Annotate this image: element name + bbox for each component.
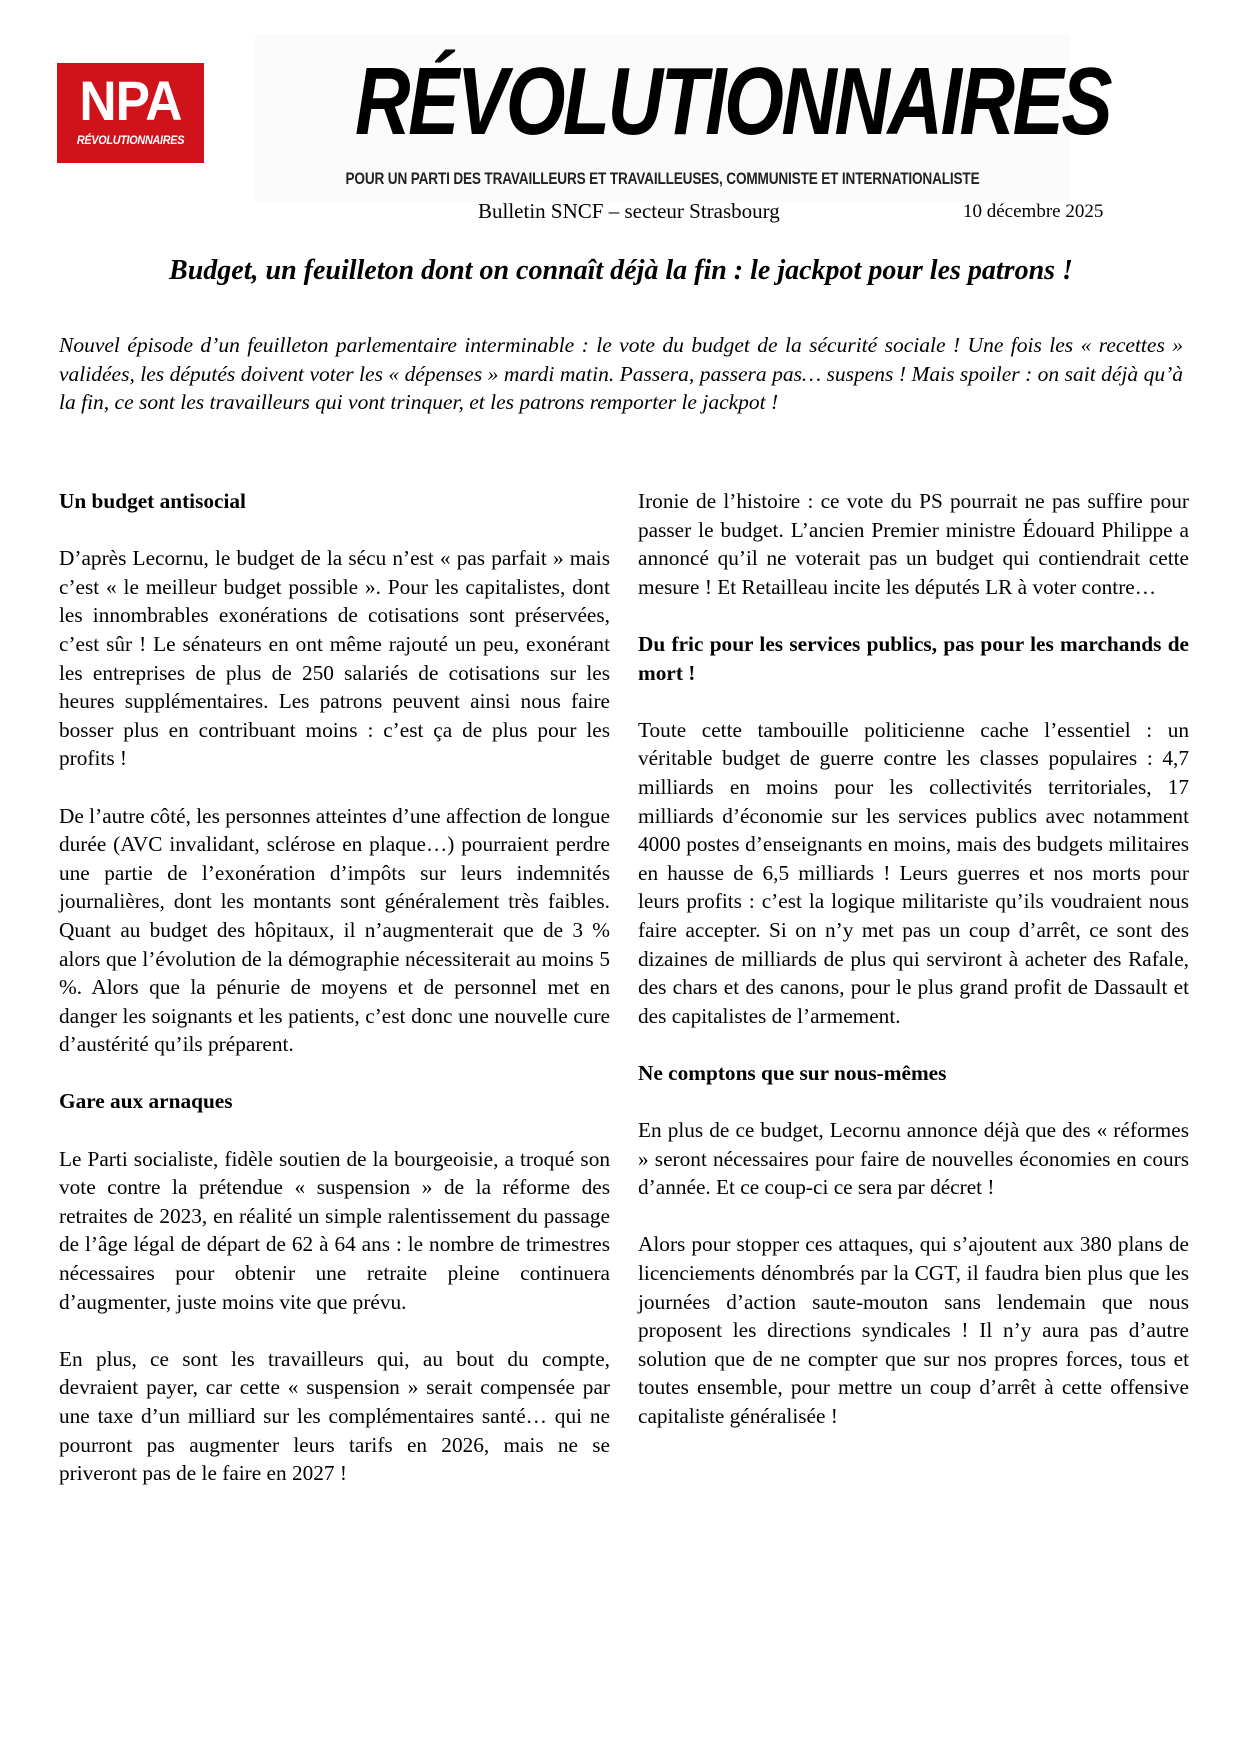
intro-paragraph: Nouvel épisode d’un feuilleton parlementaire interminable : le vote du budget de la sécurité sociale ! Une fois les « recettes » validées, les députés doivent voter les « dépenses » mardi matin. Passera, passera pas… suspens ! Mais spoiler : on sait déjà qu’à la fin, ce sont les travailleurs qui vont trinquer, et les patrons remporter le jackpot ! xyxy=(59,333,1183,414)
paragraph: Toute cette tambouille politicienne cache l’essentiel : un véritable budget de guerre contre les classes populaires : 4,7 milliards en moins pour les collectivités territoriales, 17 milliards d’économie sur les services publics avec notamment 4000 postes d’enseignants en moins, mais des budgets militaires en hausse de 6,5 milliards ! Leurs guerres et nos morts pour leurs profits : c’est la logique militariste qu’ils voudraient nous faire accepter. Si on n’y met pas un coup d’arrêt, ce sont des dizaines de milliards de plus qui serviront à acheter des Rafale, des chars et des canons, pour le plus grand profit de Dassault et des capitalistes de l’armement. xyxy=(638,717,1189,1028)
section-heading-services-publics: Du fric pour les services publics, pas pour les marchands de mort ! xyxy=(638,631,1189,685)
masthead-title: RÉVOLUTIONNAIRES xyxy=(355,48,1111,155)
paragraph: Alors pour stopper ces attaques, qui s’ajoutent aux 380 plans de licenciements dénombrés par la CGT, il faudra bien plus que les journées d’action saute-mouton sans lendemain que nous proposent les directions syndicales ! Il n’y aura pas d’autre solution que de ne compter que sur nos propres forces, tous et toutes ensemble, pour mettre un coup d’arrêt à cette offensive capitaliste généralisée ! xyxy=(638,1232,1189,1428)
section-heading-nous-memes: Ne comptons que sur nous-mêmes xyxy=(638,1060,947,1085)
logo-subtitle: RÉVOLUTIONNAIRES xyxy=(76,133,185,147)
left-column xyxy=(59,487,610,1516)
paragraph: En plus de ce budget, Lecornu annonce déjà que des « réformes » seront nécessaires pour faire de nouvelles économies en cours d’année. Et ce coup-ci ce sera par décret ! xyxy=(638,1118,1189,1200)
section-heading-budget-antisocial: Un budget antisocial xyxy=(59,489,246,513)
masthead-tagline: POUR UN PARTI DES TRAVAILLEURS ET TRAVAILLEUSES, COMMUNISTE ET INTERNATIONALISTE xyxy=(345,169,980,188)
logo-npa-text: NPA xyxy=(79,69,182,132)
paragraph: Le Parti socialiste, fidèle soutien de la bourgeoisie, a troqué son vote contre la prétendue « suspension » de la réforme des retraites de 2023, en réalité un simple ralentissement du passage de l’âge légal de départ de 62 à 64 ans : le nombre de trimestres nécessaires pour obtenir une retraite pleine continuera d’augmenter, juste moins vite que prévu. xyxy=(59,1146,610,1314)
npa-logo xyxy=(57,63,204,163)
masthead-banner xyxy=(255,34,1111,202)
page-headline: Budget, un feuilleton dont on connaît déjà la fin : le jackpot pour les patrons ! xyxy=(169,255,1073,286)
paragraph: Ironie de l’histoire : ce vote du PS pourrait ne pas suffire pour passer le budget. L’ancien Premier ministre Édouard Philippe a annoncé qu’il ne voterait pas un budget qui contiendrait cette mesure ! Et Retailleau incite les députés LR à voter contre… xyxy=(638,489,1189,599)
bulletin-date: 10 décembre 2025 xyxy=(963,201,1104,222)
section-heading-gare-aux-arnaques: Gare aux arnaques xyxy=(59,1089,233,1114)
paragraph: En plus, ce sont les travailleurs qui, au bout du compte, devraient payer, car cette « suspension » serait compensée par une taxe d’un milliard sur les complémentaires santé… qui ne pourront pas augmenter leurs tarifs en 2026, mais ne se priveront pas de le faire en 2027 ! xyxy=(59,1346,610,1486)
paragraph: De l’autre côté, les personnes atteintes d’une affection de longue durée (AVC invalidant, sclérose en plaque…) pourraient perdre une partie de l’exonération d’impôts sur leurs indemnités journalières, dont les montants sont généralement très faibles. Quant au budget des hôpitaux, il n’augmenterait que de 3 % alors que l’évolution de la démographie nécessiterait au moins 5 %. Alors que la pénurie de moyens et de personnel met en danger les soignants et les patients, c’est donc une nouvelle cure d’austérité qu’ils préparent. xyxy=(59,803,610,1057)
paragraph: D’après Lecornu, le budget de la sécu n’est « pas parfait » mais c’est « le meilleur budget possible ». Pour les capitalistes, dont les innombrables exonérations de cotisations sont préservées, c’est sûr ! Le sénateurs en ont même rajouté un peu, exonérant les entreprises de plus de 250 salariés de cotisations sur les heures supplémentaires. Les patrons peuvent ainsi nous faire bosser plus en contribuant moins : c’est ça de plus pour les profits ! xyxy=(59,546,610,771)
right-column xyxy=(638,487,1189,1459)
bulletin-label: Bulletin SNCF – secteur Strasbourg xyxy=(478,199,780,223)
